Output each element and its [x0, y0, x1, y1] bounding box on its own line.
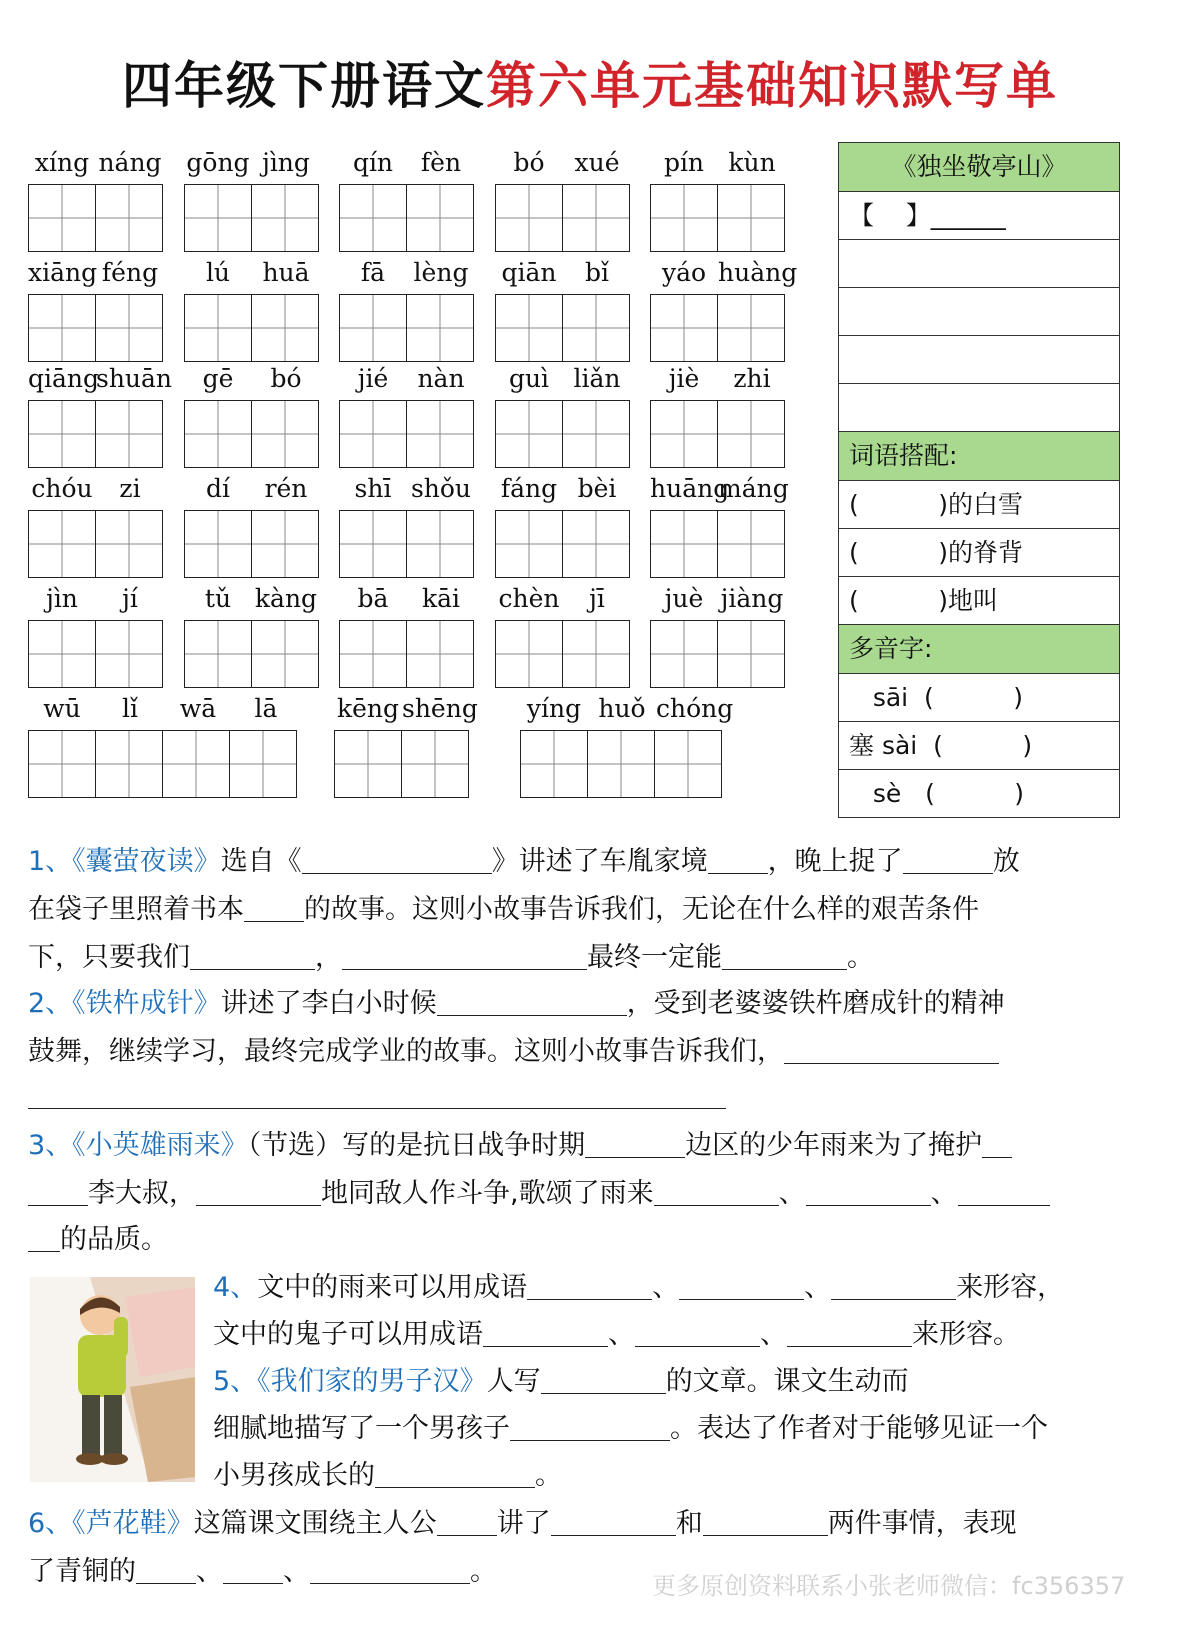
pinyin-word	[495, 148, 631, 177]
q1-text-c: ，晚上捉了	[767, 846, 903, 877]
char-box[interactable]	[252, 295, 318, 361]
char-box[interactable]	[96, 621, 162, 687]
q3-blank-2a[interactable]	[982, 1127, 1012, 1158]
pinyin-word	[334, 694, 478, 723]
q3-blank-6b[interactable]	[28, 1221, 60, 1252]
q2-text-b: ，受到老婆婆铁杵磨成针的精神	[626, 988, 1005, 1019]
char-box-group	[28, 510, 163, 578]
pinyin-syllable: wā	[179, 694, 217, 723]
q5-text-e: 小男孩成长的	[213, 1460, 375, 1491]
char-box[interactable]	[718, 295, 784, 361]
q6-blank-4[interactable]	[136, 1553, 196, 1584]
char-box[interactable]	[185, 295, 252, 361]
char-box[interactable]	[185, 511, 252, 577]
question-5-line-2	[213, 1405, 1048, 1453]
q1-blank-3[interactable]	[903, 843, 993, 874]
char-box[interactable]	[96, 185, 162, 251]
char-box[interactable]	[252, 511, 318, 577]
q6-text-h: 。	[470, 1556, 497, 1587]
q5-blank-3[interactable]	[375, 1457, 535, 1488]
pinyin-syllable: xué	[574, 148, 620, 177]
question-1-number: 1、《囊萤夜读》	[28, 846, 221, 877]
char-box-group	[184, 294, 319, 362]
question-5-line-3	[213, 1452, 562, 1500]
question-1-line-2	[28, 886, 979, 934]
char-box[interactable]	[29, 511, 96, 577]
char-box[interactable]	[96, 511, 162, 577]
q1-text-d: 放	[992, 846, 1020, 877]
char-box[interactable]	[651, 185, 718, 251]
pinyin-word	[339, 584, 475, 613]
page-title	[0, 46, 1180, 118]
q5-text-c: 细腻地描写了一个男孩子	[213, 1413, 510, 1444]
pinyin-syllable: lā	[254, 694, 278, 723]
char-box[interactable]	[29, 295, 96, 361]
pinyin-word	[650, 584, 786, 613]
pinyin-syllable: huāng	[650, 474, 730, 503]
char-box-group	[650, 400, 785, 468]
q6-text-e: 了青铜的	[28, 1556, 136, 1587]
pinyin-syllable: shǒu	[410, 474, 472, 503]
char-box[interactable]	[230, 731, 296, 797]
char-box-group	[650, 184, 785, 252]
polyphone-title: 多音字:	[839, 625, 1119, 674]
char-box[interactable]	[340, 401, 407, 467]
pinyin-word	[520, 694, 734, 723]
char-box-group	[339, 620, 474, 688]
q4-text-b: 、	[652, 1272, 680, 1303]
q4-blank-5[interactable]	[635, 1316, 760, 1347]
pinyin-syllable: kùn	[728, 148, 776, 177]
q5-text-f: 。	[535, 1460, 562, 1491]
question-3-number: 3、《小英雄雨来》	[28, 1130, 248, 1161]
pinyin-word	[184, 364, 320, 393]
pinyin-syllable: fèn	[420, 148, 462, 177]
q1-blank-1[interactable]	[302, 843, 492, 874]
pinyin-syllable: kàng	[254, 584, 318, 613]
q3-blank-5[interactable]	[806, 1175, 931, 1206]
char-box[interactable]	[407, 185, 473, 251]
q1-blank-4[interactable]	[244, 891, 304, 922]
question-4-line-2	[213, 1311, 1020, 1359]
pinyin-syllable: shī	[354, 474, 392, 503]
pinyin-syllable: chóng	[656, 694, 734, 723]
q3-blank-1[interactable]	[585, 1127, 685, 1158]
char-box[interactable]	[496, 511, 563, 577]
char-box-group	[184, 184, 319, 252]
watermark: 更多原创资料联系小张老师微信：fc356357	[652, 1572, 1126, 1600]
pinyin-syllable: náng	[98, 148, 162, 177]
q5-blank-2[interactable]	[510, 1410, 670, 1441]
q3-text-e: 、	[778, 1178, 806, 1209]
char-box[interactable]	[407, 295, 473, 361]
char-box-group	[339, 294, 474, 362]
title-part1: 四年级下册语文	[122, 57, 486, 115]
q1-text-j: 。	[847, 942, 874, 973]
char-box[interactable]	[29, 185, 96, 251]
polyphone-sai1[interactable]: sāi ( )	[839, 674, 1119, 722]
char-box-group	[339, 400, 474, 468]
char-box[interactable]	[340, 511, 407, 577]
char-box[interactable]	[29, 621, 96, 687]
q4-text-f: 、	[608, 1319, 635, 1350]
char-box[interactable]	[29, 731, 96, 797]
question-3-line-3	[28, 1216, 168, 1264]
pinyin-word	[28, 364, 173, 393]
q6-text-g: 、	[283, 1556, 310, 1587]
side-panel	[838, 142, 1120, 818]
pinyin-word	[650, 364, 786, 393]
char-box[interactable]	[521, 731, 588, 797]
pinyin-syllable: juè	[664, 584, 704, 613]
char-box-group	[184, 400, 319, 468]
pinyin-syllable: guì	[508, 364, 550, 393]
char-box[interactable]	[407, 401, 473, 467]
q1-text-f: 的故事。这则小故事告诉我们，无论在什么样的艰苦条件	[304, 894, 979, 925]
pinyin-word	[28, 148, 164, 177]
q2-blank-1[interactable]	[437, 985, 627, 1016]
q3-text-f: 、	[930, 1178, 958, 1209]
pinyin-syllable: kēng	[336, 694, 400, 723]
q4-text-c: 、	[804, 1272, 832, 1303]
poem-line-3[interactable]	[839, 336, 1119, 384]
question-2	[28, 980, 1005, 1028]
pinyin-syllable: qiān	[501, 258, 557, 287]
question-4-number: 4、	[213, 1272, 258, 1303]
q5-text-d: 。表达了作者对于能够见证一个	[670, 1413, 1048, 1444]
question-6	[28, 1500, 1017, 1548]
char-box[interactable]	[718, 401, 784, 467]
pinyin-syllable: bó	[513, 148, 545, 177]
q1-text-a: 选自《	[220, 846, 302, 877]
question-5	[213, 1358, 909, 1406]
char-box[interactable]	[563, 511, 629, 577]
char-box-group	[650, 510, 785, 578]
char-box[interactable]	[651, 401, 718, 467]
boy-illustration	[30, 1277, 195, 1482]
pinyin-word	[339, 364, 475, 393]
q1-text-b: 》讲述了车胤家境	[491, 846, 708, 877]
q6-blank-6[interactable]	[310, 1553, 470, 1584]
q6-text-d: 两件事情，表现	[827, 1508, 1017, 1539]
char-box[interactable]	[563, 621, 629, 687]
q2-text-c: 鼓舞，继续学习，最终完成学业的故事。这则小故事告诉我们，	[28, 1036, 784, 1067]
char-box[interactable]	[651, 511, 718, 577]
char-box[interactable]	[185, 185, 252, 251]
char-box-group	[184, 620, 319, 688]
char-box[interactable]	[185, 401, 252, 467]
char-box[interactable]	[96, 295, 162, 361]
char-box[interactable]	[252, 621, 318, 687]
pinyin-word	[184, 258, 320, 287]
pinyin-syllable: rén	[264, 474, 308, 503]
pinyin-syllable: jìn	[46, 584, 78, 613]
q3-text-a: （节选）写的是抗日战争时期	[247, 1130, 586, 1161]
polyphone-se[interactable]: sè ( )	[849, 779, 1025, 808]
title-part2: 第六单元基础知识默写单	[486, 57, 1058, 115]
q6-text-c: 和	[675, 1508, 703, 1539]
q5-text-b: 的文章。课文生动而	[665, 1366, 909, 1397]
q4-blank-3[interactable]	[831, 1269, 956, 1300]
pinyin-word	[495, 584, 631, 613]
pinyin-syllable: shēng	[402, 694, 478, 723]
question-6-number: 6、《芦花鞋》	[28, 1508, 194, 1539]
pinyin-syllable: jí	[122, 584, 138, 613]
char-box-group	[339, 510, 474, 578]
q4-blank-4[interactable]	[483, 1316, 608, 1347]
pinyin-syllable: jiè	[668, 364, 700, 393]
pinyin-syllable: yáo	[661, 258, 707, 287]
question-2-line-2	[28, 1028, 999, 1076]
pinyin-syllable: qín	[352, 148, 394, 177]
char-box[interactable]	[407, 621, 473, 687]
match-item-2[interactable]: ( )的脊背	[839, 529, 1119, 577]
char-box-group	[28, 184, 163, 252]
pinyin-syllable: pín	[663, 148, 705, 177]
pinyin-syllable: fā	[360, 258, 386, 287]
pinyin-syllable: kāi	[421, 584, 461, 613]
q6-blank-3[interactable]	[703, 1505, 828, 1536]
char-box[interactable]	[563, 295, 629, 361]
question-3	[28, 1122, 1012, 1170]
question-1	[28, 838, 1020, 886]
question-5-number: 5、《我们家的男子汉》	[213, 1366, 487, 1397]
char-box-group	[184, 510, 319, 578]
pinyin-syllable: lú	[205, 258, 231, 287]
polyphone-sai4[interactable]: 塞 sài ( )	[839, 722, 1119, 770]
q4-text-e: 文中的鬼子可以用成语	[213, 1319, 483, 1350]
char-box[interactable]	[718, 621, 784, 687]
pinyin-syllable: liǎn	[573, 364, 621, 393]
char-box-group	[339, 184, 474, 252]
char-box[interactable]	[718, 185, 784, 251]
char-box-group	[28, 294, 163, 362]
poem-author-line[interactable]: 【 】______	[839, 192, 1119, 240]
question-6-line-2	[28, 1548, 497, 1596]
poem-title: 《独坐敬亭山》	[839, 143, 1119, 192]
pinyin-syllable: zi	[119, 474, 141, 503]
q6-blank-2[interactable]	[551, 1505, 676, 1536]
char-box[interactable]	[718, 511, 784, 577]
pinyin-syllable: jié	[357, 364, 389, 393]
q6-text-f: 、	[196, 1556, 223, 1587]
pinyin-word	[650, 474, 789, 503]
pinyin-syllable: yíng	[526, 694, 582, 723]
pinyin-word	[339, 148, 475, 177]
pinyin-word	[28, 584, 164, 613]
char-box[interactable]	[496, 401, 563, 467]
pinyin-word	[184, 148, 320, 177]
q4-blank-1[interactable]	[527, 1269, 652, 1300]
pinyin-syllable: tǔ	[204, 584, 232, 613]
char-box[interactable]	[651, 621, 718, 687]
char-box-group	[495, 510, 630, 578]
q3-text-g: 的品质。	[60, 1224, 168, 1255]
pinyin-syllable: zhi	[733, 364, 771, 393]
q4-text-h: 来形容。	[912, 1319, 1020, 1350]
q1-text-e: 在袋子里照着书本	[28, 894, 244, 925]
char-box[interactable]	[496, 621, 563, 687]
char-box-group	[650, 620, 785, 688]
char-box-group	[334, 730, 469, 798]
char-box-group	[28, 730, 297, 798]
pinyin-word	[28, 474, 164, 503]
q1-blank-2[interactable]	[708, 843, 768, 874]
pinyin-word	[339, 474, 475, 503]
pinyin-syllable: huǒ	[598, 694, 646, 723]
pinyin-syllable: gōng	[186, 148, 250, 177]
q3-blank-6a[interactable]	[958, 1175, 1050, 1206]
char-box[interactable]	[563, 401, 629, 467]
char-box[interactable]	[651, 295, 718, 361]
char-box[interactable]	[96, 731, 163, 797]
q3-text-b: 边区的少年雨来为了掩护	[685, 1130, 983, 1161]
poem-line-1[interactable]	[839, 240, 1119, 288]
pinyin-word	[184, 474, 320, 503]
char-box[interactable]	[588, 731, 655, 797]
q1-text-g: 下，只要我们	[28, 942, 190, 973]
pinyin-syllable: bó	[270, 364, 302, 393]
match-item-3[interactable]: ( )地叫	[839, 577, 1119, 625]
pinyin-syllable: huàng	[718, 258, 798, 287]
q1-blank-5[interactable]	[190, 939, 315, 970]
q3-blank-3[interactable]	[196, 1175, 321, 1206]
pinyin-word	[28, 258, 164, 287]
q5-blank-1[interactable]	[541, 1363, 666, 1394]
char-box-group	[495, 400, 630, 468]
pinyin-syllable: dí	[206, 474, 230, 503]
match-title: 词语搭配:	[839, 432, 1119, 481]
char-box-group	[28, 620, 163, 688]
pinyin-syllable: bǐ	[585, 258, 609, 287]
pinyin-syllable: féng	[101, 258, 159, 287]
pinyin-word	[495, 258, 631, 287]
q6-blank-1[interactable]	[437, 1505, 497, 1536]
poem-line-2[interactable]	[839, 288, 1119, 336]
char-box[interactable]	[496, 295, 563, 361]
char-box-group	[650, 294, 785, 362]
pinyin-syllable: jī	[589, 584, 605, 613]
char-box[interactable]	[163, 731, 230, 797]
q6-blank-5[interactable]	[223, 1553, 283, 1584]
char-box[interactable]	[29, 401, 96, 467]
pinyin-syllable: bèi	[577, 474, 617, 503]
pinyin-word	[650, 148, 786, 177]
q3-blank-2b[interactable]	[28, 1175, 88, 1206]
q4-text-g: 、	[760, 1319, 787, 1350]
char-box[interactable]	[563, 185, 629, 251]
char-box[interactable]	[252, 185, 318, 251]
pinyin-syllable: xiāng	[28, 258, 98, 287]
q2-blank-3[interactable]	[28, 1108, 726, 1109]
pinyin-syllable: chóu	[31, 474, 93, 503]
question-2-number: 2、《铁杵成针》	[28, 988, 221, 1019]
q1-blank-7[interactable]	[722, 939, 847, 970]
char-box[interactable]	[340, 295, 407, 361]
char-box-group	[495, 184, 630, 252]
q3-blank-4[interactable]	[654, 1175, 779, 1206]
pinyin-syllable: huā	[262, 258, 310, 287]
q5-text-a: 人写	[486, 1366, 541, 1397]
pinyin-syllable: chèn	[498, 584, 560, 613]
question-4	[213, 1264, 1064, 1312]
pinyin-word	[339, 258, 475, 287]
pinyin-syllable: nàn	[417, 364, 465, 393]
pinyin-word	[650, 258, 798, 287]
pinyin-syllable: shuān	[96, 364, 173, 393]
q4-text-d: 来形容，	[956, 1272, 1065, 1303]
q4-blank-2[interactable]	[679, 1269, 804, 1300]
q2-text-a: 讲述了李白小时候	[220, 988, 437, 1019]
char-box[interactable]	[335, 731, 402, 797]
pinyin-syllable: lèng	[413, 258, 469, 287]
pinyin-syllable: jiàng	[720, 584, 784, 613]
pinyin-syllable: fáng	[500, 474, 558, 503]
char-box[interactable]	[185, 621, 252, 687]
q1-blank-6[interactable]	[342, 939, 587, 970]
q2-blank-2[interactable]	[784, 1033, 999, 1064]
pinyin-word	[28, 694, 300, 723]
char-box[interactable]	[407, 511, 473, 577]
pinyin-word	[495, 474, 631, 503]
q4-blank-6[interactable]	[787, 1316, 912, 1347]
question-1-line-3	[28, 934, 874, 982]
char-box-group	[495, 294, 630, 362]
pinyin-syllable: wū	[43, 694, 81, 723]
char-box-group	[28, 400, 163, 468]
q3-text-d: 地同敌人作斗争,歌颂了雨来	[321, 1178, 654, 1209]
q4-text-a: 文中的雨来可以用成语	[257, 1272, 528, 1303]
pinyin-syllable: lǐ	[122, 694, 138, 723]
question-3-line-2	[28, 1170, 1050, 1218]
pinyin-syllable: gē	[202, 364, 234, 393]
pinyin-syllable: bā	[357, 584, 389, 613]
char-box[interactable]	[402, 731, 468, 797]
char-box[interactable]	[340, 185, 407, 251]
pinyin-syllable: máng	[718, 474, 789, 503]
char-box[interactable]	[655, 731, 721, 797]
match-item-1[interactable]: ( )的白雪	[839, 481, 1119, 529]
q1-text-h: ，	[315, 942, 342, 973]
pinyin-word	[495, 364, 631, 393]
char-box-group	[520, 730, 722, 798]
pinyin-word	[184, 584, 320, 613]
char-box-group	[495, 620, 630, 688]
char-box[interactable]	[496, 185, 563, 251]
char-box[interactable]	[252, 401, 318, 467]
char-box[interactable]	[96, 401, 162, 467]
q3-text-c: 李大叔，	[88, 1178, 196, 1209]
q1-text-i: 最终一定能	[587, 942, 722, 973]
char-box[interactable]	[340, 621, 407, 687]
pinyin-syllable: qiāng	[28, 364, 100, 393]
q6-text-b: 讲了	[496, 1508, 551, 1539]
pinyin-syllable: xíng	[34, 148, 90, 177]
pinyin-syllable: jìng	[262, 148, 310, 177]
poem-line-4[interactable]	[839, 384, 1119, 432]
q6-text-a: 这篇课文围绕主人公	[193, 1508, 437, 1539]
